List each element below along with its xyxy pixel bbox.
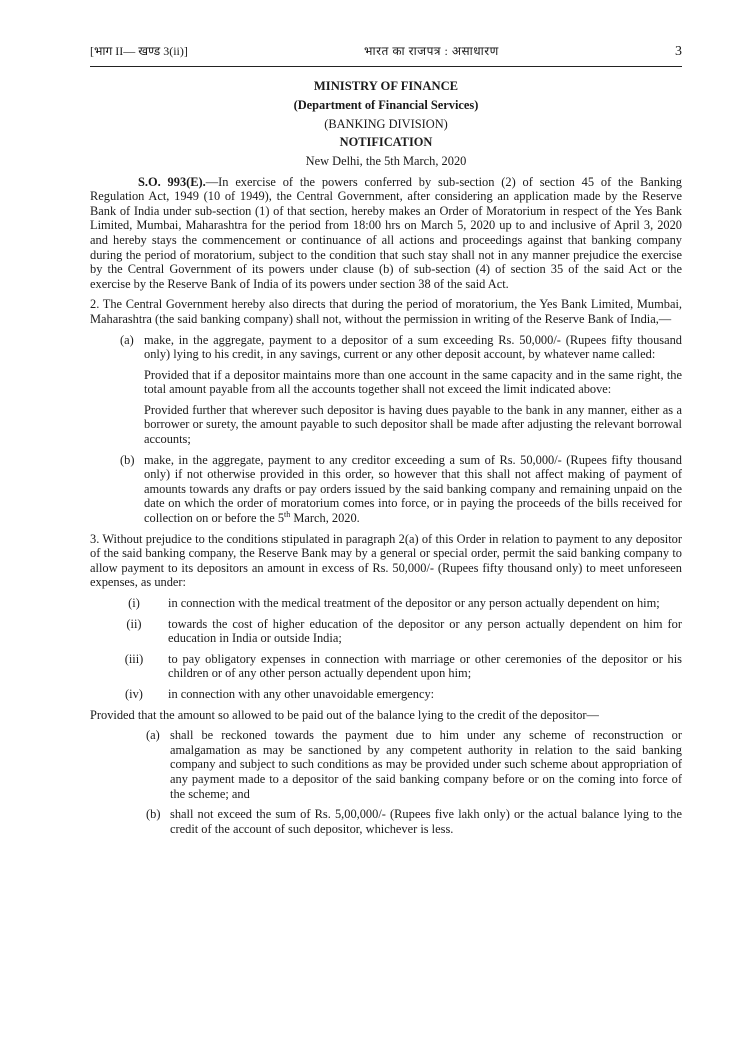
header-part-section: [भाग II— खण्ड 3(ii)] bbox=[90, 44, 188, 58]
paragraph-2: 2. The Central Government hereby also directs that during the period of moratorium, the Yes Bank Limited, Mumbai, Maharashtra (the said banking company) shall not, without the permission in writing of the Reserve Bank of India,— bbox=[90, 297, 682, 326]
clause-2a bbox=[120, 333, 682, 362]
item-label: (a) bbox=[146, 728, 160, 743]
clause-2b bbox=[120, 453, 682, 526]
proviso-3: Provided that the amount so allowed to be paid out of the balance lying to the credit of the depositor— bbox=[90, 707, 599, 722]
header-gazette-title: भारत का राजपत्र : असाधारण bbox=[364, 44, 499, 58]
item-text: to pay obligatory expenses in connection with marriage or other ceremonies of the depositor or his children or of any other person actually dependent upon him; bbox=[168, 651, 682, 681]
item-text: in connection with the medical treatment of the depositor or any person actually dependent on him; bbox=[168, 596, 660, 610]
page-number: 3 bbox=[674, 44, 682, 59]
item-text: shall be reckoned towards the payment due to him under any scheme of reconstruction or amalgamation as may be sanctioned by any competent authority in relation to the said banking company and subject to such conditions as may be provided under such scheme about appropriation of any payment made to a depositor of the said banking company before or on the coming into force of the scheme; and bbox=[170, 728, 682, 801]
clause-2b-text: make, in the aggregate, payment to any creditor exceeding a sum of Rs. 50,000/- (Rupees fifty thousand only) if not otherwise provided in this order, so however that this shall not affect making of payment of amounts towards any drafts or pay orders issued by the said banking company and remaining unpaid on the date on which the order of moratorium comes into force, or in paying the proceeds of the bills received for collection on or before the 5 bbox=[144, 452, 682, 526]
list-item bbox=[114, 596, 682, 611]
clause-label: (a) bbox=[120, 332, 134, 347]
item-label: (ii) bbox=[126, 616, 142, 631]
ministry-heading: MINISTRY OF FINANCE bbox=[313, 78, 459, 93]
ordinal-suffix: th bbox=[284, 509, 291, 519]
item-label: (iii) bbox=[124, 651, 144, 666]
division-heading: (BANKING DIVISION) bbox=[324, 116, 448, 131]
proviso-2a-1: Provided that if a depositor maintains more than one account in the same capacity and in the same right, the total amount payable from all the accounts together shall not exceed the limit indicated above: bbox=[144, 367, 682, 397]
item-text: towards the cost of higher education of the depositor or any person actually dependent on him for education in India or outside India; bbox=[168, 616, 682, 646]
clause-text: make, in the aggregate, payment to a depositor of a sum exceeding Rs. 50,000/- (Rupees fifty thousand only) lying to his credit, in any savings, current or any other deposit account, by whatever name called: bbox=[144, 332, 682, 362]
list-item bbox=[114, 652, 682, 681]
so-reference: S.O. 993(E). bbox=[138, 174, 206, 189]
running-header bbox=[90, 44, 682, 67]
department-heading: (Department of Financial Services) bbox=[293, 98, 479, 113]
paragraph-1 bbox=[90, 175, 682, 292]
clause-label: (b) bbox=[120, 452, 135, 467]
item-text: shall not exceed the sum of Rs. 5,00,000/- (Rupees five lakh only) or the actual balance lying to the credit of the account of such depositor, whichever is less. bbox=[170, 807, 682, 836]
notification-heading: NOTIFICATION bbox=[339, 135, 433, 150]
proviso-clause-a bbox=[146, 728, 682, 801]
item-text: in connection with any other unavoidable emergency: bbox=[168, 686, 435, 701]
proviso-2a-2: Provided further that wherever such depositor is having dues payable to the bank in any manner, either as a borrower or surety, the amount payable to such depositor shall be made after adjusting the relevant borrowal accounts; bbox=[144, 402, 682, 447]
item-label: (i) bbox=[128, 596, 140, 610]
item-label: (b) bbox=[146, 807, 161, 822]
proviso-clause-b bbox=[146, 807, 682, 836]
paragraph-3: 3. Without prejudice to the conditions stipulated in paragraph 2(a) of this Order in relation to payment to any depositor of the said banking company, the Reserve Bank may by a general or special order, permit the said banking company to allow payment to its depositors an amount in excess of Rs. 50,000/- (Rupees fifty thousand only) to meet unforeseen expenses, as under: bbox=[90, 531, 682, 590]
paragraph-1-text: —In exercise of the powers conferred by sub-section (2) of section 45 of the Banking Regulation Act, 1949 (10 of 1949), the Central Government, after considering an application made by the Reserve Bank of India under sub-section (1) of that section, hereby makes an Order of Moratorium in respect of the Yes Bank Limited, Mumbai, Maharashtra for the period from 18:00 hrs on March 5, 2020 up to and inclusive of April 3, 2020 and hereby stays the commencement or continuance of all actions and proceedings against that banking company during the period of moratorium, subject to the condition that such stay shall not in any manner prejudice the exercise by the Central Government of its powers under clause (b) of sub-section (4) of section 35 of the said Act or the exercise by the Reserve Bank of India of its powers under section 38 of the said Act. bbox=[90, 174, 682, 291]
clause-2b-tail: March, 2020. bbox=[290, 511, 360, 526]
item-label: (iv) bbox=[125, 686, 143, 701]
dateline: New Delhi, the 5th March, 2020 bbox=[305, 153, 467, 168]
list-item bbox=[114, 687, 682, 702]
list-item bbox=[114, 617, 682, 646]
clause-text bbox=[144, 453, 682, 526]
